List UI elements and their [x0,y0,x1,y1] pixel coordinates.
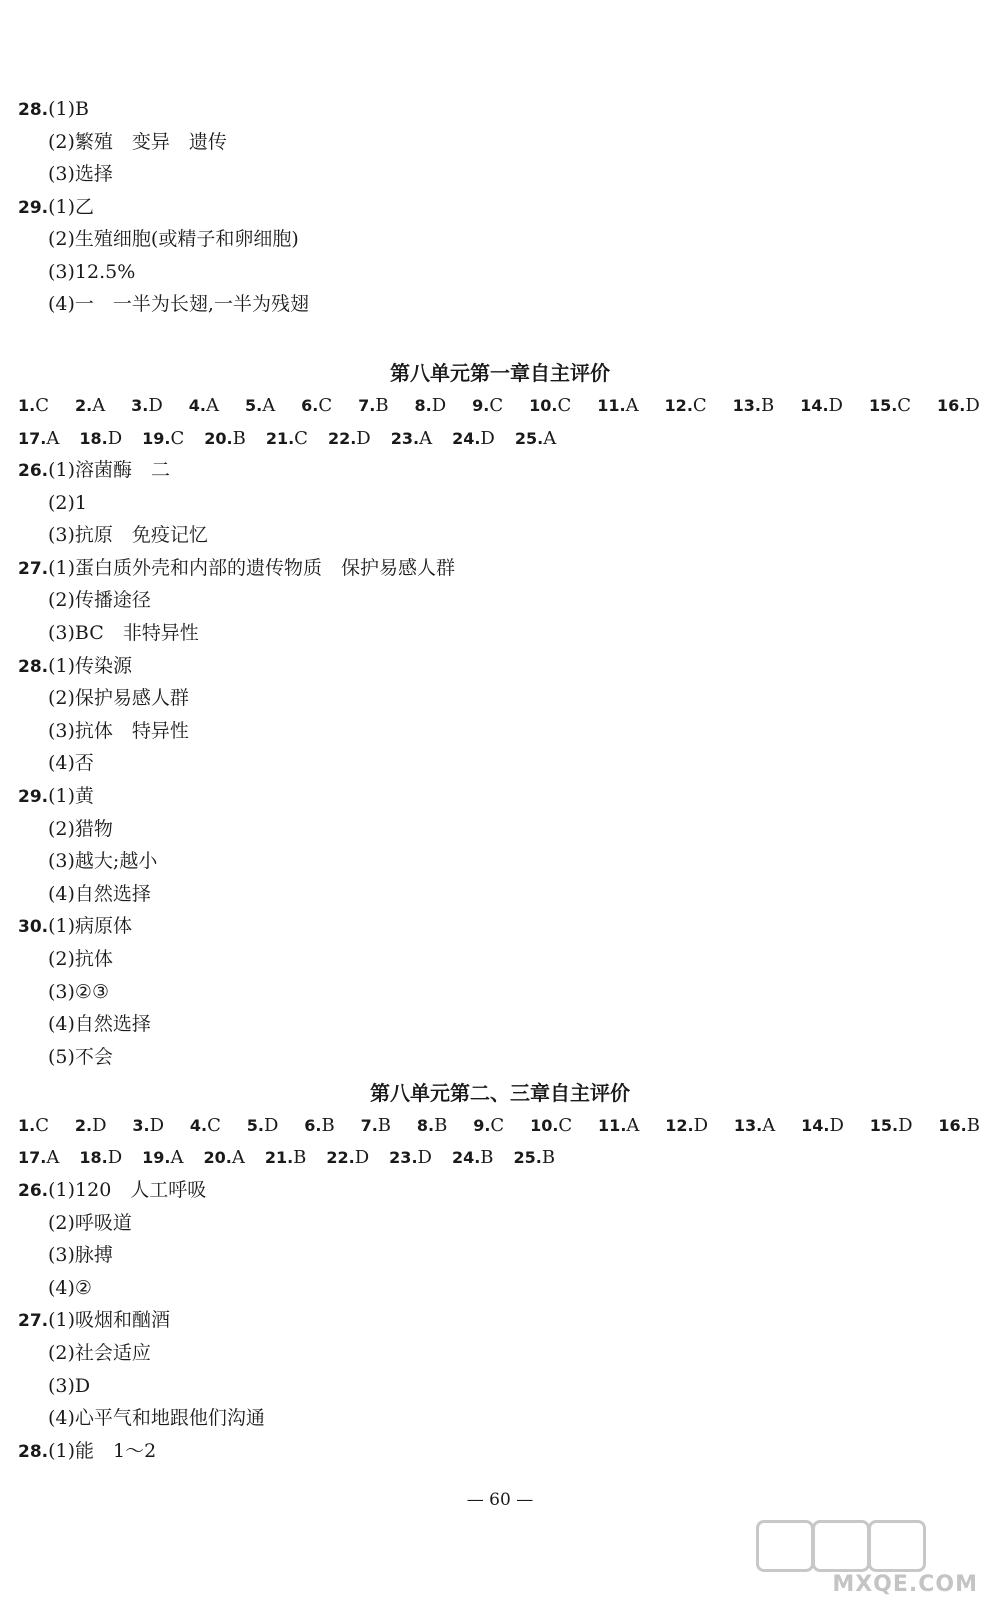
watermark-logo-icon [758,1520,978,1600]
answer-text: (1)B [48,98,90,120]
mcq-answer [801,1114,844,1138]
mcq-number: 17. [18,1148,47,1167]
mcq-answer [204,427,246,451]
mcq-choice: C [318,395,333,416]
question-number: 28. [18,100,49,120]
question-number: 27. [18,1311,49,1332]
mcq-choice: C [897,395,912,416]
mcq-choice: D [148,395,163,416]
mcq-number: 18. [79,1148,108,1167]
answer-line [48,130,227,154]
answer-text: (1)乙 [48,195,95,218]
answer-text: (1)病原体 [48,915,133,938]
mcq-answer [530,1114,572,1138]
mcq-choice: B [377,1115,392,1136]
mcq-choice: B [480,1147,494,1168]
mcq-choice: B [321,1115,335,1136]
mcq-number: 20. [203,1148,232,1167]
answer-line [48,523,208,547]
answer-text: (3)抗原 免疫记忆 [48,524,208,547]
mcq-number: 15. [869,1116,899,1135]
answer-text: (2)生殖细胞(或精子和卵细胞) [48,228,299,250]
mcq-choice: D [263,1115,279,1136]
mcq-answer [132,1114,164,1138]
question-number: 27. [18,558,49,579]
mcq-choice: B [966,1115,980,1136]
mcq-answer [452,427,495,451]
answer-line [18,1308,170,1333]
answer-line [48,227,299,251]
mcq-choice: A [626,1115,640,1136]
mcq-number: 21. [264,1148,294,1167]
mcq-choice: D [898,1115,913,1136]
answer-line [48,686,189,710]
mcq-answer [203,1146,244,1170]
answer-line [48,1276,92,1300]
answer-line [48,1374,90,1398]
answer-line [48,1045,113,1069]
mcq-answer [190,1114,221,1138]
mcq-choice: A [543,428,557,449]
answer-text: (4)自然选择 [48,882,151,905]
answer-text: (4)否 [48,752,94,775]
answer-line [18,784,94,809]
answer-line [48,1211,132,1235]
mcq-answer [800,394,843,418]
mcq-number: 4. [188,396,206,415]
mcq-number: 14. [800,396,829,415]
mcq-choice: D [149,1115,165,1136]
mcq-answer [189,394,219,418]
mcq-choice: A [46,428,60,449]
mcq-number: 22. [326,1148,355,1167]
mcq-number: 21. [265,429,295,448]
answer-text: (1)蛋白质外壳和内部的遗传物质 保护易感人群 [48,556,456,579]
mcq-answer [358,394,388,418]
mcq-number: 23. [389,1148,418,1167]
mcq-number: 19. [142,1148,171,1167]
mcq-choice: A [92,395,106,416]
mcq-number: 3. [132,1116,150,1135]
answer-text: (3)抗体 特异性 [48,719,189,742]
mcq-choice: A [170,1147,184,1168]
answer-text: (2)繁殖 变异 遗传 [48,130,227,153]
answer-text: (3)12.5% [48,260,136,283]
mcq-number: 8. [414,396,432,415]
answer-text: (4)自然选择 [48,1013,151,1036]
mcq-number: 13. [732,396,761,415]
mcq-number: 1. [18,1116,36,1135]
mcq-choice: D [356,428,371,449]
mcq-number: 10. [530,1116,559,1135]
mcq-choice: D [92,1115,107,1136]
mcq-answer [304,1114,334,1138]
question-number: 30. [18,917,49,938]
answer-line [48,1406,265,1430]
answer-line [48,980,109,1004]
answer-line [48,1243,113,1267]
answer-line [48,719,189,743]
mcq-answer [301,394,332,418]
mcq-number: 2. [74,396,93,415]
mcq-answer [937,394,980,418]
question-number: 28. [18,1441,49,1462]
mcq-choice: C [35,395,49,416]
mcq-number: 7. [360,1116,378,1135]
mcq-number: 23. [390,429,420,448]
section-title-2: 第八单元第二、三章自主评价 [370,1081,630,1105]
answer-text: (3)②③ [48,980,109,1003]
mcq-number: 9. [473,1116,491,1135]
mcq-choice: C [35,1115,49,1136]
mcq-row-4 [18,1146,980,1170]
mcq-number: 17. [18,429,47,448]
mcq-number: 16. [938,1116,967,1135]
mcq-row-1 [18,394,980,418]
answer-text: (4)一 一半为长翅,一半为残翅 [48,293,309,315]
mcq-choice: A [262,395,276,416]
mcq-number: 3. [131,396,149,415]
answer-text: (3)脉搏 [48,1244,113,1267]
mcq-answer [328,427,371,451]
question-number: 26. [18,461,49,481]
mcq-number: 5. [246,1116,264,1135]
answer-line [48,1012,151,1036]
mcq-number: 9. [472,396,490,415]
mcq-choice: A [762,1115,776,1136]
answer-line [48,491,87,515]
mcq-choice: D [829,1115,844,1136]
mcq-choice: C [557,395,572,416]
answer-line [48,882,151,906]
mcq-choice: C [490,1115,505,1136]
mcq-answer [869,394,911,418]
mcq-answer [529,394,571,418]
answer-line [18,556,455,581]
mcq-choice: B [541,1147,556,1168]
mcq-answer [472,394,503,418]
mcq-choice: D [828,395,843,416]
mcq-answer [266,427,308,451]
mcq-number: 11. [597,396,626,415]
mcq-answer [75,1114,107,1138]
answer-line [48,260,135,284]
answer-line [48,621,199,645]
answer-line [48,947,113,971]
mcq-number: 19. [142,429,171,448]
answer-text: (1)吸烟和酗酒 [48,1309,171,1332]
answer-line [18,914,132,939]
mcq-answer [452,1146,494,1170]
answer-line [18,97,89,122]
answer-line [48,751,94,775]
mcq-number: 6. [304,1116,322,1135]
section-title-1: 第八单元第一章自主评价 [390,361,610,385]
mcq-number: 5. [244,396,263,415]
mcq-choice: D [693,1115,709,1136]
mcq-choice: D [480,428,495,449]
mcq-answer [79,1146,122,1170]
answer-line [48,162,113,186]
mcq-number: 1. [18,396,36,415]
mcq-answer [389,1146,432,1170]
mcq-choice: B [434,1115,448,1136]
mcq-answer [245,394,275,418]
answer-text: (4)心平气和地跟他们沟通 [48,1407,265,1430]
mcq-answer [79,427,122,451]
mcq-choice: B [232,428,246,449]
mcq-answer [515,427,556,451]
mcq-choice: C [692,395,707,416]
mcq-choice: A [625,395,639,416]
mcq-answer [734,1114,775,1138]
mcq-answer [415,394,447,418]
question-number: 28. [18,656,49,677]
answer-text: (3)越大;越小 [48,850,158,873]
mcq-answer [473,1114,504,1138]
mcq-choice: D [107,1147,123,1168]
mcq-answer [131,394,163,418]
mcq-row-3 [18,1114,980,1138]
mcq-row-2 [18,427,980,451]
mcq-number: 2. [74,1116,93,1135]
mcq-answer [514,1146,556,1170]
answer-text: (2)猎物 [48,817,113,840]
mcq-number: 25. [514,429,544,448]
mcq-number: 8. [416,1116,435,1135]
mcq-choice: C [294,428,308,449]
answer-text: (1)120 人工呼吸 [48,1179,207,1201]
mcq-number: 25. [513,1148,542,1167]
mcq-answer [665,1114,708,1138]
answer-text: (2)社会适应 [48,1342,151,1364]
mcq-choice: A [46,1147,60,1168]
mcq-number: 13. [733,1116,763,1135]
mcq-choice: A [419,428,433,449]
mcq-answer [938,1114,980,1138]
mcq-choice: B [375,395,389,416]
mcq-choice: B [293,1147,307,1168]
question-number: 29. [18,787,49,807]
answer-line [18,458,170,483]
mcq-choice: D [965,395,980,416]
answer-line [48,292,309,316]
mcq-number: 4. [189,1116,208,1135]
mcq-choice: C [558,1115,573,1136]
mcq-choice: C [207,1115,221,1136]
mcq-answer [142,427,184,451]
answer-text: (2)抗体 [48,948,113,970]
answer-text: (3)BC 非特异性 [48,622,199,644]
mcq-number: 12. [665,1116,694,1135]
mcq-answer [326,1146,369,1170]
page-number: — 60 — [466,1490,534,1510]
answer-text: (2)1 [48,491,88,514]
mcq-answer [18,1114,49,1138]
answer-line [18,1439,156,1464]
answer-text: (2)呼吸道 [48,1211,132,1234]
question-number: 26. [18,1181,49,1201]
answer-text: (3)选择 [48,163,113,185]
answer-text: (2)保护易感人群 [48,687,189,710]
mcq-answer [391,427,432,451]
mcq-choice: A [231,1147,245,1168]
watermark-text: MXQE.COM [832,1572,978,1597]
answer-line [48,1341,151,1365]
answer-line [18,1178,206,1203]
answer-line [48,588,151,612]
mcq-number: 14. [801,1116,830,1135]
mcq-answer [265,1146,307,1170]
answer-text: (5)不会 [48,1045,113,1068]
mcq-number: 24. [451,1148,481,1167]
answer-text: (1)传染源 [48,654,133,677]
mcq-answer [733,394,775,418]
mcq-answer [598,1114,639,1138]
mcq-choice: C [489,395,504,416]
answer-text: (1)溶菌酶 二 [48,459,171,481]
mcq-answer [18,427,59,451]
mcq-choice: D [354,1147,370,1168]
mcq-answer [665,394,707,418]
mcq-answer [597,394,638,418]
mcq-number: 6. [301,396,319,415]
mcq-answer [18,394,49,418]
mcq-answer [75,394,105,418]
mcq-answer [18,1146,59,1170]
mcq-answer [870,1114,913,1138]
question-number: 29. [18,197,49,218]
mcq-choice: D [107,428,123,449]
mcq-answer [142,1146,183,1170]
mcq-number: 15. [868,396,898,415]
answer-text: (2)传播途径 [48,589,151,612]
mcq-number: 11. [598,1116,627,1135]
answer-text: (1)能 1～2 [48,1439,157,1462]
answer-line [18,195,94,220]
answer-text: (3)D [48,1374,91,1397]
answer-line [48,849,157,873]
answer-line [48,817,113,841]
mcq-number: 10. [529,396,558,415]
mcq-answer [247,1114,279,1138]
mcq-number: 7. [358,396,376,415]
mcq-number: 12. [664,396,693,415]
mcq-choice: B [760,395,775,416]
mcq-number: 18. [79,429,108,448]
mcq-number: 16. [937,396,966,415]
mcq-answer [361,1114,391,1138]
mcq-number: 22. [327,429,357,448]
mcq-choice: A [206,395,219,416]
mcq-number: 24. [452,429,481,448]
answer-text: (4)② [48,1276,92,1299]
answer-line [18,654,132,679]
mcq-number: 20. [204,429,233,448]
mcq-answer [417,1114,447,1138]
mcq-choice: D [417,1147,432,1168]
answer-text: (1)黄 [48,785,95,807]
mcq-choice: C [170,428,185,449]
mcq-choice: D [431,395,447,416]
